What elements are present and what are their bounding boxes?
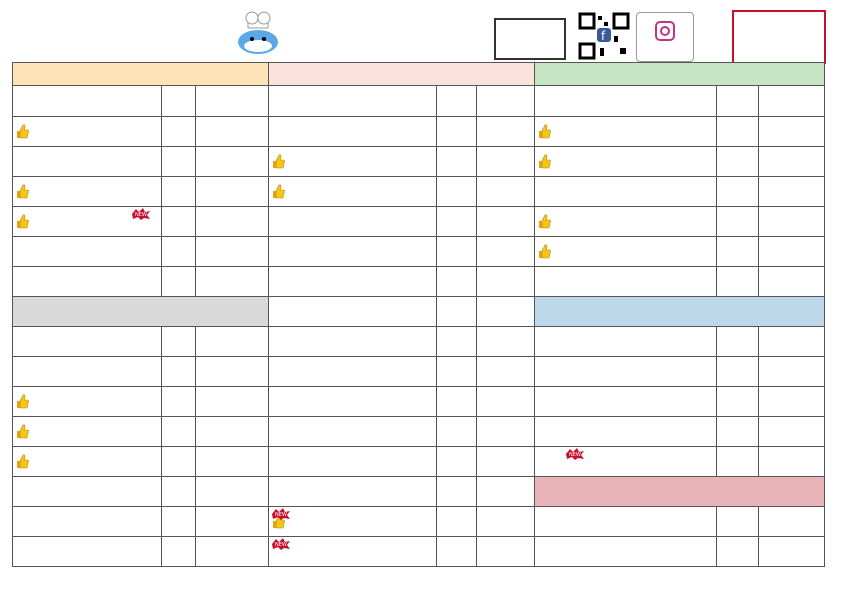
item-price [717,357,759,387]
item-name-cell [269,207,437,237]
quantity-field[interactable] [759,147,825,177]
menu-row [13,537,825,567]
item-price [162,477,196,507]
thumbs-up-icon [15,423,29,439]
item-price [162,387,196,417]
thumbs-up-icon [537,243,551,259]
quantity-field[interactable] [759,117,825,147]
item-price [437,507,477,537]
thumbs-up-icon [271,153,285,169]
item-price [437,357,477,387]
item-price [717,387,759,417]
quantity-field[interactable] [196,387,269,417]
quantity-field[interactable] [759,177,825,207]
quantity-field[interactable] [759,327,825,357]
item-price [162,447,196,477]
item-name-cell [269,237,437,267]
table-number-box[interactable] [732,10,826,64]
item-price [437,447,477,477]
item-price [162,267,196,297]
menu-table [12,62,825,567]
quantity-field[interactable] [196,357,269,387]
item-name-cell [13,177,162,207]
item-price [717,237,759,267]
thumbs-up-icon [537,213,551,229]
menu-row [13,267,825,297]
item-price [162,207,196,237]
item-name-cell [535,357,717,387]
category-limited [535,63,825,86]
empty-cell [717,267,759,297]
quantity-field[interactable] [477,387,535,417]
quantity-field[interactable] [477,447,535,477]
item-price [162,417,196,447]
quantity-field[interactable] [759,507,825,537]
quantity-field[interactable] [196,327,269,357]
menu-row [13,327,825,357]
menu-row [13,297,825,327]
item-name-cell [13,117,162,147]
item-price [437,267,477,297]
menu-row [13,447,825,477]
quantity-field[interactable] [477,237,535,267]
quantity-field[interactable] [196,147,269,177]
menu-row [13,477,825,507]
item-name-cell [269,327,437,357]
item-name-cell [13,387,162,417]
item-name-cell [535,207,717,237]
menu-row [13,63,825,86]
instagram-icon [655,21,675,41]
thumbs-up-icon [537,153,551,169]
item-price [162,177,196,207]
category-main-course [13,63,269,86]
item-name-cell [535,237,717,267]
item-name-cell [269,297,437,327]
quantity-field[interactable] [477,357,535,387]
item-price [717,507,759,537]
quantity-field[interactable] [477,147,535,177]
item-name-cell [13,537,162,567]
item-price [437,207,477,237]
item-price [437,237,477,267]
item-price [717,147,759,177]
item-name-cell [13,357,162,387]
svg-text:f: f [601,29,606,43]
category-soup [535,297,825,327]
item-price [437,477,477,507]
item-name-cell [269,117,437,147]
new-star-icon [271,508,291,520]
quantity-field[interactable] [477,117,535,147]
quantity-field[interactable] [759,447,825,477]
menu-row [13,417,825,447]
thumbs-up-icon [15,183,29,199]
quantity-field[interactable] [196,207,269,237]
quantity-field[interactable] [196,537,269,567]
col-header-price [162,86,196,117]
thumbs-up-icon [15,393,29,409]
item-name-cell [269,147,437,177]
item-name-cell [269,477,437,507]
new-star-icon [271,538,291,550]
instagram-badge[interactable] [636,12,694,62]
item-name-cell [269,177,437,207]
quantity-field[interactable] [477,267,535,297]
quantity-field[interactable] [477,417,535,447]
header [0,0,847,62]
whale-chef-icon [232,10,284,56]
item-name-cell [269,537,437,567]
svg-text:NEW: NEW [135,212,147,218]
col-header-price [437,86,477,117]
item-price [162,327,196,357]
col-header-qty [759,86,825,117]
quantity-field[interactable] [477,207,535,237]
item-price [437,297,477,327]
quantity-field[interactable] [196,117,269,147]
quantity-field[interactable] [196,477,269,507]
item-price [162,537,196,567]
item-name-cell [535,417,717,447]
item-price [162,117,196,147]
item-price [717,327,759,357]
quantity-field[interactable] [759,207,825,237]
item-price [162,357,196,387]
item-name-cell [13,477,162,507]
item-name-cell [13,327,162,357]
item-price [437,327,477,357]
empty-cell [759,537,825,567]
quantity-field[interactable] [196,177,269,207]
quantity-field[interactable] [477,477,535,507]
item-name-cell [269,417,437,447]
item-name-cell [269,267,437,297]
svg-text:NEW: NEW [275,512,287,518]
quantity-field[interactable] [759,417,825,447]
menu-row [13,117,825,147]
empty-cell [535,267,717,297]
menu-row [13,507,825,537]
item-name-cell [269,357,437,387]
qr-promo-box [494,18,566,60]
quantity-field[interactable] [477,327,535,357]
svg-text:NEW: NEW [569,452,581,458]
item-name-cell [13,447,162,477]
item-name-cell [13,237,162,267]
menu-row [13,147,825,177]
col-header-qty [196,86,269,117]
menu-row [13,387,825,417]
item-price [437,177,477,207]
menu-row [13,86,825,117]
quantity-field[interactable] [759,357,825,387]
item-name-cell [535,147,717,177]
svg-text:NEW: NEW [275,542,287,548]
item-price [162,507,196,537]
item-name-cell [269,447,437,477]
item-name-cell [269,387,437,417]
quantity-field[interactable] [477,537,535,567]
item-price [717,177,759,207]
quantity-field[interactable] [477,507,535,537]
empty-cell [717,537,759,567]
item-name-cell [13,207,162,237]
empty-cell [535,537,717,567]
quantity-field[interactable] [477,177,535,207]
item-price [162,147,196,177]
category-sashimi [13,297,269,327]
item-price [717,207,759,237]
thumbs-up-icon [15,123,29,139]
item-price [437,537,477,567]
empty-cell [759,267,825,297]
item-name-cell [535,117,717,147]
quantity-field[interactable] [759,237,825,267]
item-name-cell [535,177,717,207]
thumbs-up-icon [15,453,29,469]
item-price [717,447,759,477]
item-name-cell [269,507,437,537]
thumbs-up-icon [271,183,285,199]
menu-row [13,357,825,387]
item-price [437,387,477,417]
new-star-icon [565,448,585,460]
menu-row [13,237,825,267]
item-name-cell [13,267,162,297]
item-name-cell [13,507,162,537]
item-price [717,417,759,447]
col-header-name [13,86,162,117]
col-header-name [269,86,437,117]
item-price [717,117,759,147]
item-price [437,117,477,147]
item-name-cell [13,417,162,447]
col-header-name [535,86,717,117]
col-header-price [717,86,759,117]
item-name-cell [535,447,717,477]
quantity-field[interactable] [477,297,535,327]
thumbs-up-icon [537,123,551,139]
item-name-cell [535,327,717,357]
menu-row [13,207,825,237]
thumbs-up-icon [15,213,29,229]
quantity-field[interactable] [196,237,269,267]
qr-code-icon[interactable] [578,12,630,60]
item-name-cell [535,507,717,537]
quantity-field[interactable] [759,387,825,417]
col-header-qty [477,86,535,117]
new-star-icon [131,208,151,220]
item-price [162,237,196,267]
quantity-field[interactable] [196,417,269,447]
item-name-cell [13,147,162,177]
item-price [437,417,477,447]
menu-row [13,177,825,207]
quantity-field[interactable] [196,507,269,537]
quantity-field[interactable] [196,447,269,477]
item-price [437,147,477,177]
item-name-cell [535,387,717,417]
empty-highlight-row [535,477,825,507]
quantity-field[interactable] [196,267,269,297]
category-stir-fry [269,63,535,86]
